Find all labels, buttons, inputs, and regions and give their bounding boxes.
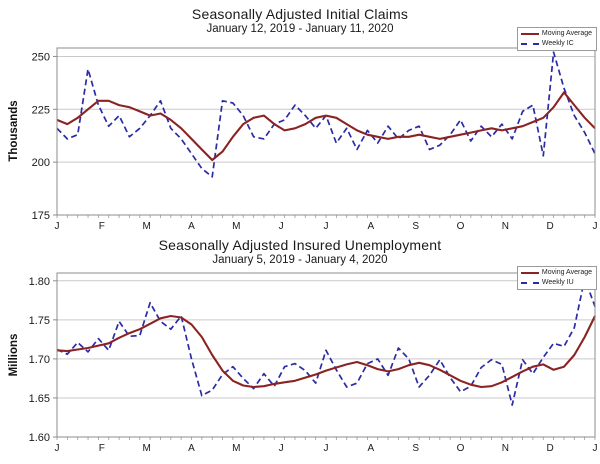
legend-label: Moving Average	[541, 269, 592, 276]
y-tick-label: 1.80	[28, 275, 50, 288]
month-label: J	[323, 221, 329, 232]
month-label: J	[278, 221, 284, 232]
legend-label: Weekly IC	[541, 40, 574, 47]
weekly-iu-line-swatch	[521, 282, 539, 284]
line-weekly-iu	[57, 279, 595, 406]
insured-unemployment-chart	[0, 232, 600, 464]
chart-subtitle: January 5, 2019 - January 4, 2020	[212, 254, 388, 266]
month-label: S	[412, 443, 420, 454]
moving-average-line-swatch	[521, 272, 539, 274]
month-label: M	[142, 443, 151, 454]
month-label: J	[592, 221, 598, 232]
month-label: N	[501, 221, 509, 232]
legend-label: Moving Average	[541, 30, 592, 37]
legend-entry-moving-average	[521, 269, 592, 277]
month-label: O	[456, 443, 465, 454]
plot-frame	[57, 273, 595, 437]
month-label: A	[188, 221, 195, 232]
month-label: A	[367, 443, 375, 454]
month-label: J	[592, 443, 598, 454]
month-label: A	[367, 221, 375, 232]
chart-title: Seasonally Adjusted Initial Claims	[191, 6, 409, 22]
month-label: N	[501, 443, 509, 454]
month-label: J	[278, 443, 284, 454]
y-tick-label: 1.60	[28, 432, 50, 444]
insured-unemployment-plot	[0, 232, 600, 464]
legend-entry-weekly-iu	[521, 279, 592, 287]
legend-entry-weekly-ic	[521, 40, 592, 48]
y-tick-label: 175	[31, 210, 50, 222]
y-tick-label: 1.65	[28, 392, 50, 405]
line-moving-average	[57, 92, 595, 160]
month-label: M	[232, 443, 241, 454]
legend	[517, 27, 597, 51]
chart-title: Seasonally Adjusted Insured Unemployment	[158, 237, 442, 253]
month-label: J	[54, 443, 60, 454]
month-label: O	[456, 221, 465, 232]
weekly-ic-line-swatch	[521, 43, 539, 45]
y-tick-label: 250	[31, 51, 50, 64]
month-label: D	[546, 443, 554, 454]
y-tick-label: 225	[31, 104, 50, 117]
moving-average-line-swatch	[521, 33, 539, 35]
y-tick-label: 1.75	[28, 314, 50, 327]
legend-entry-moving-average	[521, 30, 592, 38]
month-label: A	[188, 443, 195, 454]
month-label: J	[323, 443, 329, 454]
y-tick-label: 1.70	[28, 353, 50, 366]
legend-label: Weekly IU	[541, 279, 574, 286]
month-label: F	[98, 443, 105, 454]
month-label: F	[98, 221, 105, 232]
y-tick-label: 200	[31, 157, 50, 170]
legend	[517, 266, 597, 290]
month-label: J	[54, 221, 60, 232]
chart-subtitle: January 12, 2019 - January 11, 2020	[206, 23, 394, 35]
y-axis-label: Millions	[8, 333, 20, 377]
month-label: M	[142, 221, 151, 232]
month-label: S	[412, 221, 420, 232]
month-label: D	[546, 221, 554, 232]
month-label: M	[232, 221, 241, 232]
y-axis-label: Thousands	[8, 100, 20, 162]
